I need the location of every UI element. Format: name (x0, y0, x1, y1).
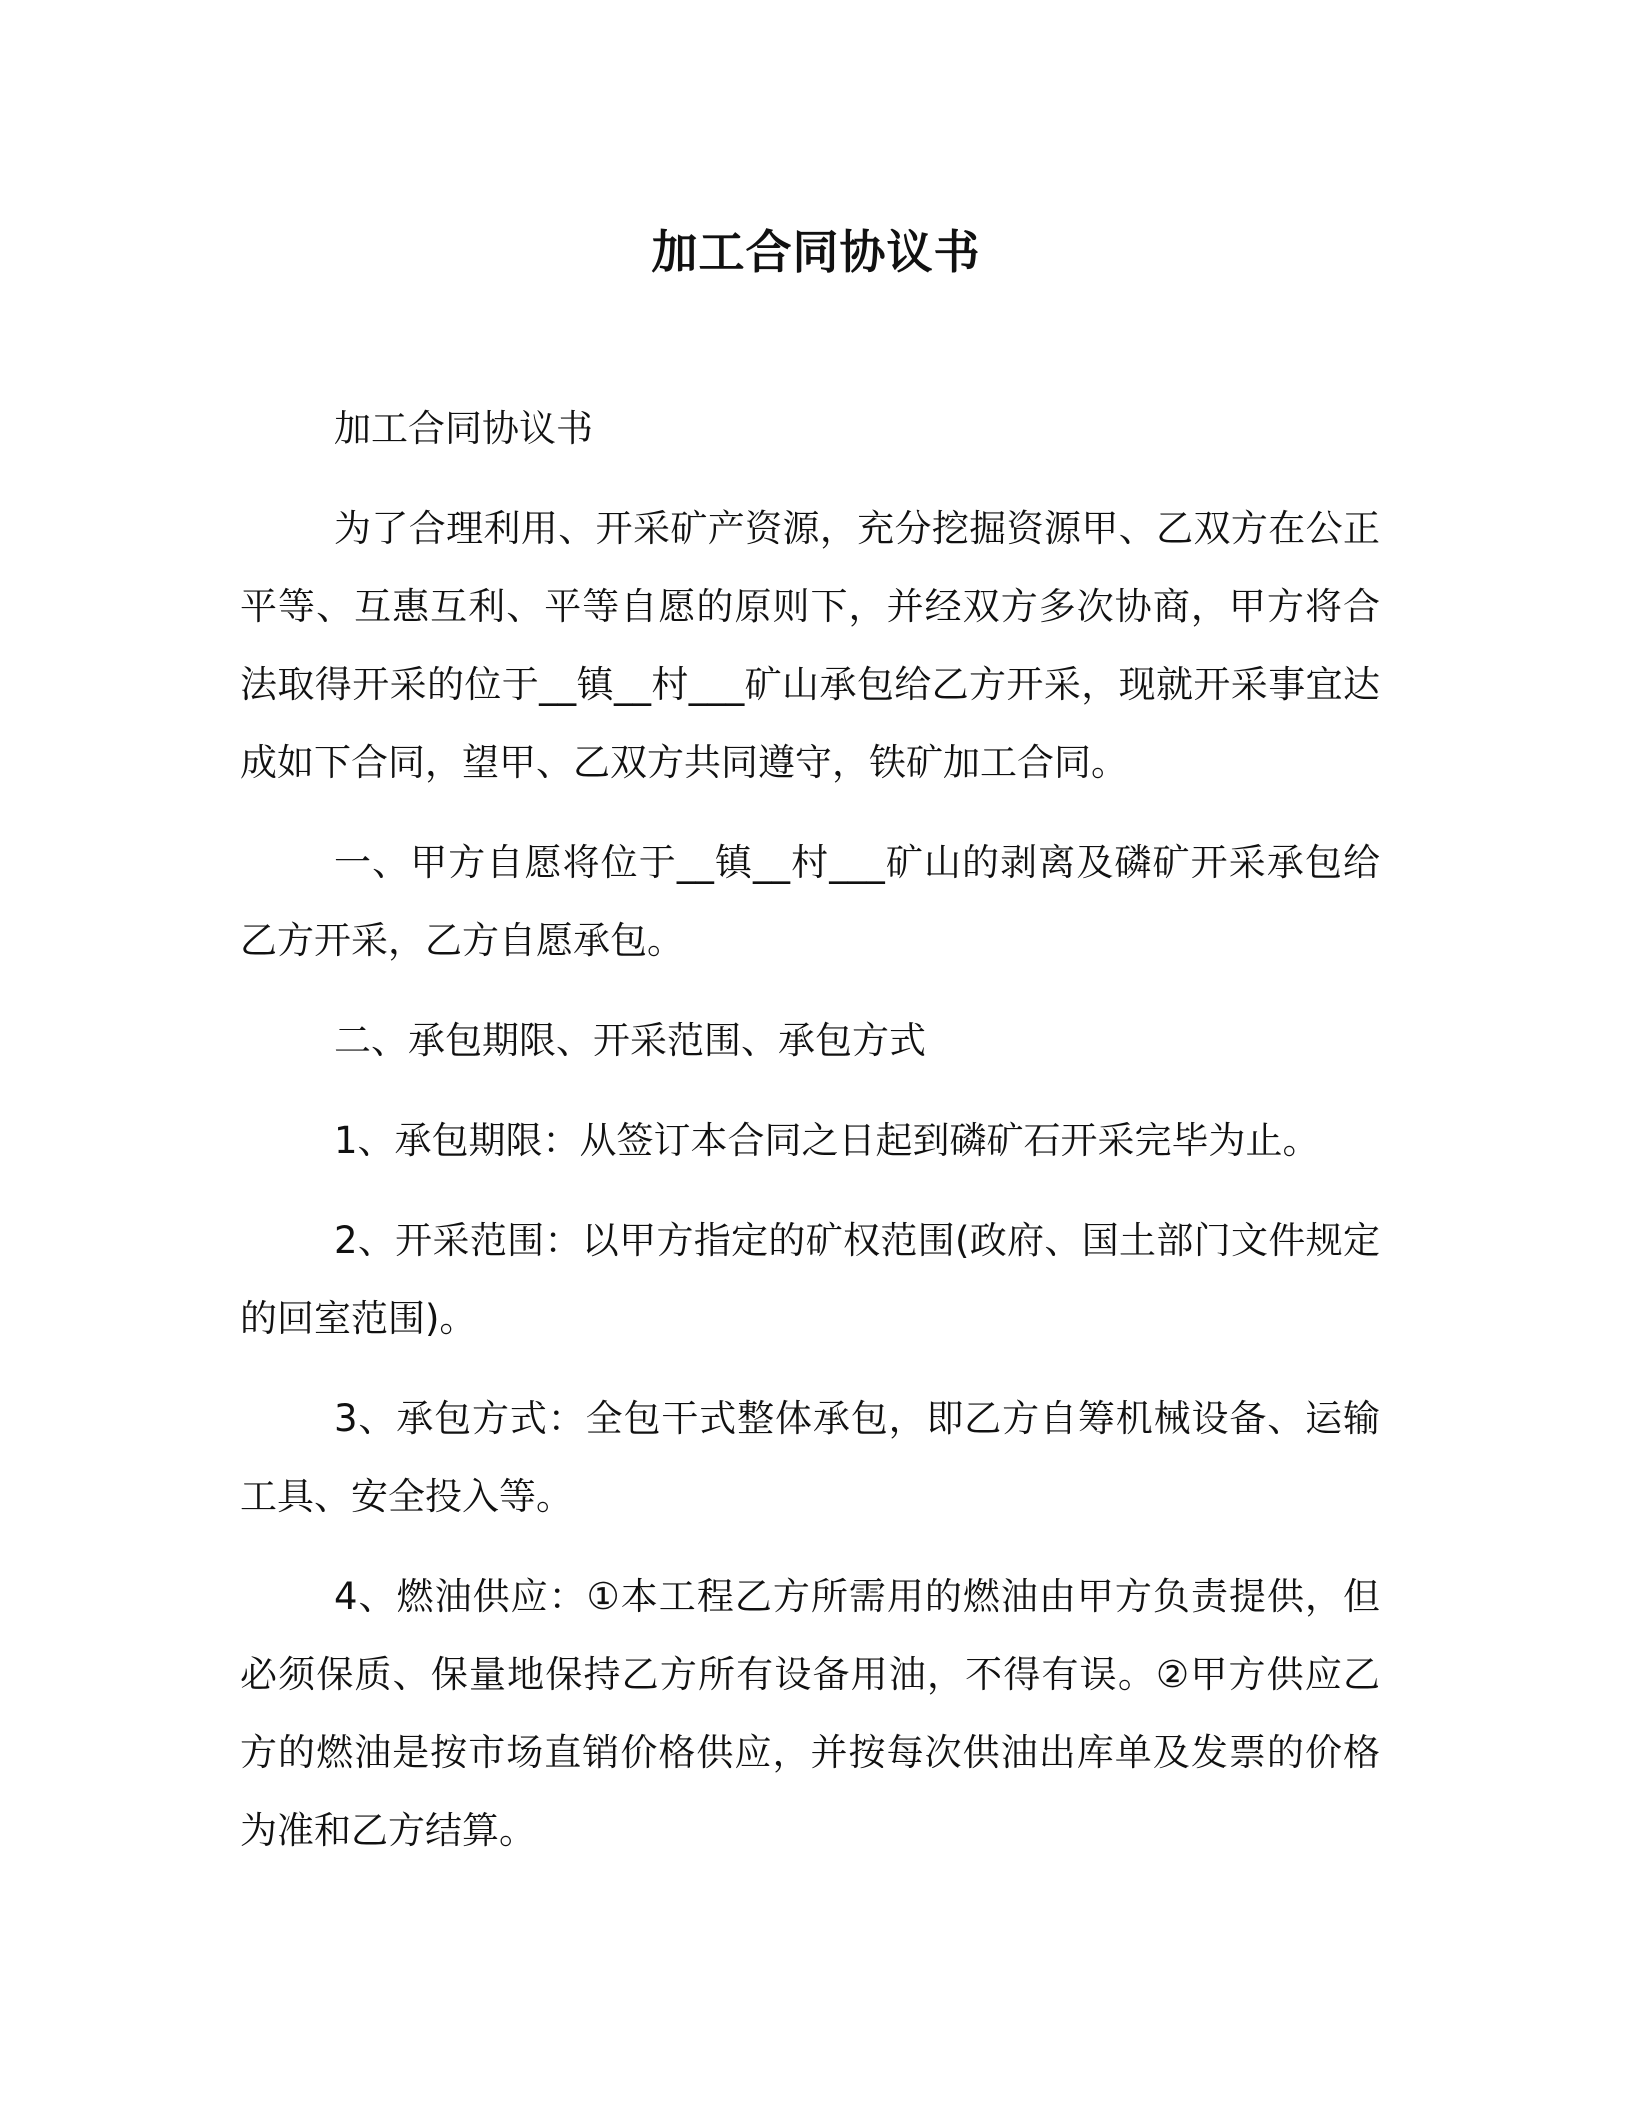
paragraph-clause-1: 1、承包期限：从签订本合同之日起到磷矿石开采完毕为止。 (334, 1119, 1320, 1162)
paragraph-heading: 加工合同协议书 (334, 407, 593, 450)
paragraph-clause-4: 4、燃油供应：①本工程乙方所需用的燃油由甲方负责提供，但必须保质、保量地保持乙方所有设备用油，不得有误。②甲方供应乙方的燃油是按市场直销价格供应，并按每次供油出库单及发票的价格为准和乙方结算。 (240, 1575, 1380, 1852)
paragraph-clause-3: 3、承包方式：全包干式整体承包，即乙方自筹机械设备、运输工具、安全投入等。 (240, 1397, 1380, 1518)
document-title: 加工合同协议书 (651, 225, 981, 279)
paragraph-article-2-heading: 二、承包期限、开采范围、承包方式 (334, 1019, 926, 1062)
paragraph-preamble: 为了合理利用、开采矿产资源，充分挖掘资源甲、乙双方在公正平等、互惠互利、平等自愿的原则下，并经双方多次协商，甲方将合法取得开采的位于__镇__村___矿山承包给乙方开采，现就开采事宜达成如下合同，望甲、乙双方共同遵守，铁矿加工合同。 (240, 507, 1380, 784)
paragraph-article-1: 一、甲方自愿将位于__镇__村___矿山的剥离及磷矿开采承包给乙方开采，乙方自愿承包。 (240, 841, 1380, 962)
paragraph-clause-2: 2、开采范围：以甲方指定的矿权范围(政府、国土部门文件规定的回室范围)。 (240, 1219, 1380, 1340)
document-body (240, 390, 1380, 1892)
